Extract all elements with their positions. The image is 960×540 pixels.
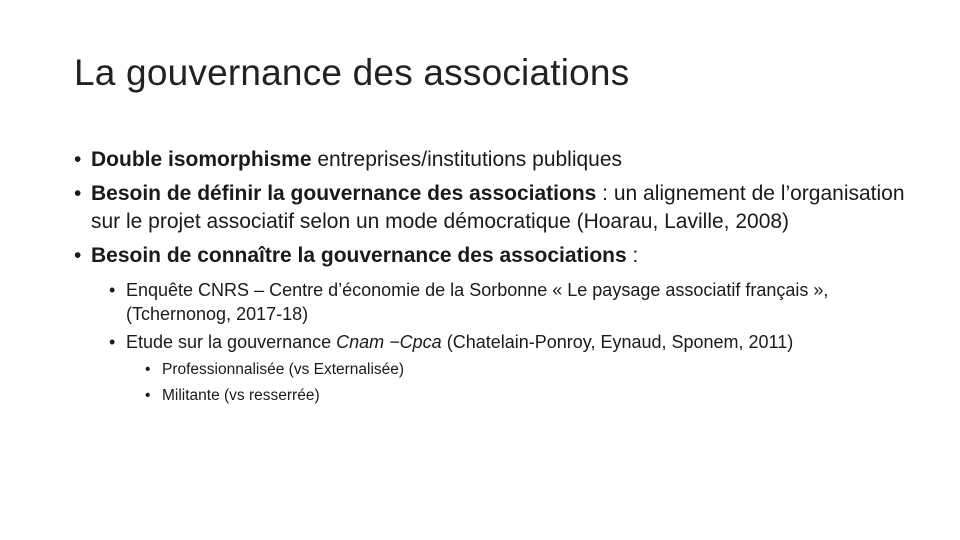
bullet-list: [74, 146, 934, 406]
bullet-bold-text: Besoin de connaître la gouvernance des associations: [91, 244, 627, 267]
sub-sub-bullet-text: Professionnalisée (vs Externalisée): [162, 361, 405, 378]
sub-sub-bullet-item: [145, 360, 934, 380]
sub-bullet-item: [109, 330, 934, 406]
sub-sub-bullet-item: [145, 386, 934, 406]
sub-bullet-list: [109, 278, 934, 406]
bullet-item: [74, 242, 934, 406]
bullet-item: [74, 146, 934, 174]
sub-bullet-text: Enquête CNRS – Centre d’économie de la Sorbonne « Le paysage associatif français », (Tchernonog, 2017-18): [126, 280, 829, 324]
slide-title: La gouvernance des associations: [74, 52, 630, 93]
bullet-text: :: [626, 244, 639, 267]
sub-bullet-item: [109, 278, 934, 326]
sub-bullet-prefix: Etude sur la gouvernance: [126, 332, 337, 352]
bullet-bold-text: Besoin de définir la gouvernance des associations: [91, 182, 597, 205]
slide-content: [74, 146, 934, 412]
sub-bullet-suffix: (Chatelain-Ponroy, Eynaud, Sponem, 2011): [441, 332, 794, 352]
sub-sub-bullet-list: [145, 360, 934, 406]
sub-sub-bullet-text: Militante (vs resserrée): [162, 387, 320, 404]
bullet-text: : un alignement de l’organisation sur le projet associatif selon un mode démocratique (Hoarau, Laville, 2008): [91, 182, 905, 233]
bullet-text: entreprises/institutions publiques: [311, 148, 623, 171]
bullet-bold-text: Double isomorphisme: [91, 148, 312, 171]
sub-bullet-italic: Cnam −Cpca: [336, 332, 442, 352]
bullet-item: [74, 180, 934, 236]
